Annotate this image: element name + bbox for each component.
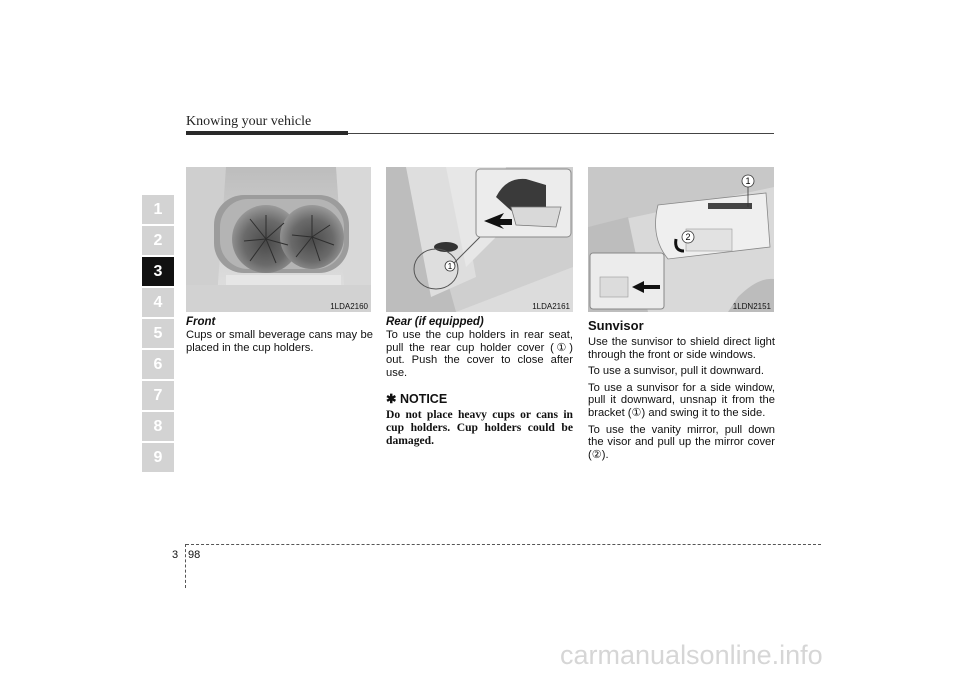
- header-bar: [186, 131, 348, 135]
- photo-code: 1LDN2151: [732, 302, 771, 311]
- sunvisor-paragraph: To use the vanity mirror, pull down the visor and pull up the mirror cover (②).: [588, 423, 775, 461]
- column-sunvisor: [588, 316, 775, 465]
- photo-code: 1LDA2161: [532, 302, 570, 311]
- front-cupholder-photo: [186, 167, 371, 312]
- sunvisor-paragraph: To use a sunvisor, pull it downward.: [588, 365, 764, 378]
- rear-cupholder-photo: [386, 167, 573, 312]
- sunvisor-title: Sunvisor: [588, 318, 644, 333]
- callout-number: 1: [447, 262, 453, 271]
- chapter-tab-3[interactable]: 3: [142, 257, 174, 286]
- chapter-tab-4[interactable]: 4: [142, 288, 174, 317]
- footer-rule: [186, 544, 821, 545]
- footer-chapter-number: 3: [172, 549, 179, 561]
- photo-code: 1LDA2160: [330, 302, 368, 311]
- header-title: Knowing your vehicle: [186, 114, 312, 129]
- callout-number: 2: [685, 232, 691, 242]
- footer-page-number: 98: [188, 549, 201, 561]
- footer-divider: [185, 544, 186, 588]
- chapter-tab-7[interactable]: 7: [142, 381, 174, 410]
- column-rear: [386, 316, 573, 447]
- callout-number: 1: [745, 176, 751, 186]
- header-rule: [348, 133, 774, 134]
- chapter-tab-5[interactable]: 5: [142, 319, 174, 348]
- front-text: Cups or small beverage cans may be placed in the cup holders.: [186, 329, 373, 354]
- rear-text: To use the cup holders in rear seat, pull the rear cup holder cover (①) out. Push the cover to close after use.: [386, 329, 573, 379]
- sunvisor-photo: [588, 167, 774, 312]
- sunvisor-paragraph: To use a sunvisor for a side window, pull it downward, unsnap it from the bracket (①) and swing it to the side.: [588, 381, 775, 419]
- chapter-tab-8[interactable]: 8: [142, 412, 174, 441]
- chapter-tab-1[interactable]: 1: [142, 195, 174, 224]
- notice-text: Do not place heavy cups or cans in cup holders. Cup holders could be damaged.: [386, 408, 573, 448]
- front-subtitle: Front: [186, 316, 216, 328]
- chapter-tab-9[interactable]: 9: [142, 443, 174, 472]
- notice-title: ✱ NOTICE: [386, 392, 448, 407]
- sunvisor-paragraph: Use the sunvisor to shield direct light through the front or side windows.: [588, 336, 775, 361]
- watermark: carmanualsonline.info: [560, 640, 823, 670]
- chapter-tab-2[interactable]: 2: [142, 226, 174, 255]
- chapter-tab-6[interactable]: 6: [142, 350, 174, 379]
- column-front: [186, 316, 373, 358]
- rear-subtitle: Rear (if equipped): [386, 316, 484, 328]
- chapter-tabs: [142, 195, 174, 474]
